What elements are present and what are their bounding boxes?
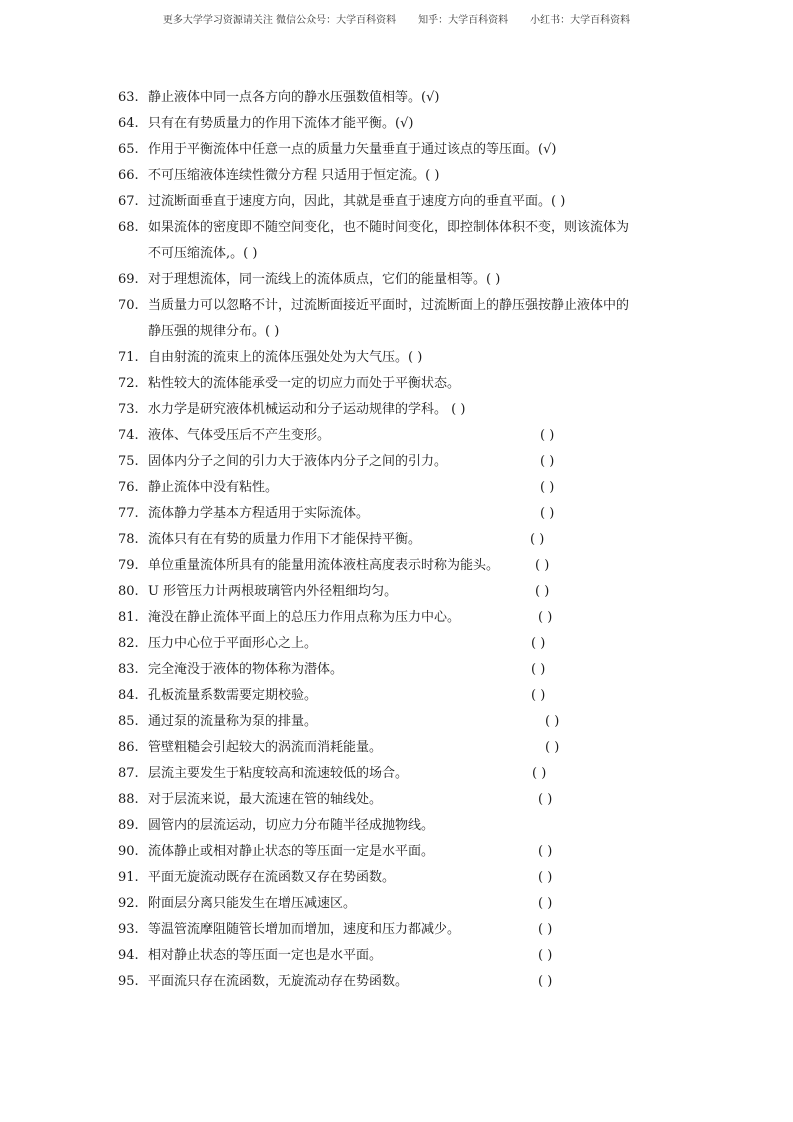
question-number: 66. xyxy=(118,168,139,183)
question-text: 对于层流来说，最大流速在管的轴线处。 xyxy=(148,792,383,807)
answer-blank: ( ) xyxy=(545,714,560,729)
question-item xyxy=(118,85,698,111)
question-number: 89. xyxy=(118,818,139,833)
question-text: 压力中心位于平面形心之上。 xyxy=(148,636,318,651)
question-text: U 形管压力计两根玻璃管内外径粗细均匀。 xyxy=(148,584,398,599)
answer-blank: ( ) xyxy=(535,584,550,599)
question-number: 82. xyxy=(118,636,139,651)
question-number: 80. xyxy=(118,584,139,599)
question-number: 95. xyxy=(118,974,139,989)
question-item xyxy=(118,891,698,917)
question-text: 流体静力学基本方程适用于实际流体。 xyxy=(148,506,370,521)
question-item xyxy=(118,943,698,969)
question-text: 孔板流量系数需要定期校验。 xyxy=(148,688,318,703)
question-text: 流体只有在有势的质量力作用下才能保持平衡。 xyxy=(148,532,422,547)
question-item xyxy=(118,527,698,553)
answer-blank: ( ) xyxy=(535,558,550,573)
question-text: 粘性较大的流体能承受一定的切应力而处于平衡状态。 xyxy=(148,376,461,391)
question-number: 74. xyxy=(118,428,139,443)
answer-blank: ( ) xyxy=(540,454,555,469)
question-text: 固体内分子之间的引力大于液体内分子之间的引力。 xyxy=(148,454,448,469)
question-item xyxy=(118,137,698,163)
question-text: 管壁粗糙会引起较大的涡流而消耗能量。 xyxy=(148,740,383,755)
question-number: 64. xyxy=(118,116,139,131)
question-item xyxy=(118,683,698,709)
question-number: 93. xyxy=(118,922,139,937)
question-number: 85. xyxy=(118,714,139,729)
question-text: 单位重量流体所具有的能量用流体液柱高度表示时称为能头。 xyxy=(148,558,500,573)
question-number: 71. xyxy=(118,350,139,365)
question-number: 65. xyxy=(118,142,139,157)
header-wechat: 更多大学学习资源请关注 微信公众号：大学百科资料 xyxy=(162,15,397,26)
question-item xyxy=(118,449,698,475)
question-item xyxy=(118,423,698,449)
question-item xyxy=(118,917,698,943)
answer-blank: ( ) xyxy=(531,636,546,651)
question-item xyxy=(118,371,698,397)
question-text: 淹没在静止流体平面上的总压力作用点称为压力中心。 xyxy=(148,610,461,625)
answer-blank: ( ) xyxy=(538,792,553,807)
question-item xyxy=(118,813,698,839)
question-text: 圆管内的层流运动，切应力分布随半径成抛物线。 xyxy=(148,818,435,833)
question-number: 72. xyxy=(118,376,139,391)
question-item xyxy=(118,735,698,761)
question-item xyxy=(118,709,698,735)
question-item xyxy=(118,397,698,423)
question-number: 78. xyxy=(118,532,139,547)
answer-blank: ( ) xyxy=(530,532,545,547)
question-item xyxy=(118,267,698,293)
question-text: 作用于平衡流体中任意一点的质量力矢量垂直于通过该点的等压面。(√) xyxy=(148,142,557,157)
question-text: 相对静止状态的等压面一定也是水平面。 xyxy=(148,948,383,963)
question-text: 流体静止或相对静止状态的等压面一定是水平面。 xyxy=(148,844,435,859)
answer-blank: ( ) xyxy=(540,480,555,495)
answer-blank: ( ) xyxy=(532,766,547,781)
question-text: 静止流体中没有粘性。 xyxy=(148,480,279,495)
question-text-continued: 不可压缩流体,。( ) xyxy=(148,246,258,261)
question-text: 只有在有势质量力的作用下流体才能平衡。(√) xyxy=(148,116,414,131)
question-number: 92. xyxy=(118,896,139,911)
question-item xyxy=(118,865,698,891)
question-text: 附面层分离只能发生在增压减速区。 xyxy=(148,896,357,911)
question-text: 层流主要发生于粘度较高和流速较低的场合。 xyxy=(148,766,409,781)
question-item xyxy=(118,839,698,865)
answer-blank: ( ) xyxy=(531,662,546,677)
question-text: 平面流只存在流函数，无旋流动存在势函数。 xyxy=(148,974,409,989)
answer-blank: ( ) xyxy=(538,844,553,859)
answer-blank: ( ) xyxy=(538,896,553,911)
question-number: 90. xyxy=(118,844,139,859)
question-text: 当质量力可以忽略不计，过流断面接近平面时，过流断面上的静压强按静止液体中的 xyxy=(148,298,630,313)
question-number: 86. xyxy=(118,740,139,755)
question-text: 液体、气体受压后不产生变形。 xyxy=(148,428,331,443)
question-text: 水力学是研究液体机械运动和分子运动规律的学科。 ( ) xyxy=(148,402,466,417)
answer-blank: ( ) xyxy=(538,870,553,885)
question-text: 等温管流摩阻随管长增加而增加，速度和压力都减少。 xyxy=(148,922,461,937)
question-number: 69. xyxy=(118,272,139,287)
question-item xyxy=(118,501,698,527)
question-number: 70. xyxy=(118,298,139,313)
question-item xyxy=(118,189,698,215)
question-text: 平面无旋流动既存在流函数又存在势函数。 xyxy=(148,870,396,885)
question-text: 过流断面垂直于速度方向，因此，其就是垂直于速度方向的垂直平面。( ) xyxy=(148,194,566,209)
question-text: 自由射流的流束上的流体压强处处为大气压。( ) xyxy=(148,350,423,365)
answer-blank: ( ) xyxy=(538,922,553,937)
question-list xyxy=(118,85,698,995)
question-text-continued: 静压强的规律分布。( ) xyxy=(148,324,280,339)
answer-blank: ( ) xyxy=(531,688,546,703)
question-item xyxy=(118,163,698,189)
question-number: 67. xyxy=(118,194,139,209)
answer-blank: ( ) xyxy=(538,974,553,989)
question-item xyxy=(118,787,698,813)
question-item xyxy=(118,969,698,995)
question-number: 68. xyxy=(118,220,139,235)
question-item xyxy=(118,657,698,683)
question-number: 83. xyxy=(118,662,139,677)
page-header xyxy=(0,11,793,26)
answer-blank: ( ) xyxy=(538,948,553,963)
question-number: 76. xyxy=(118,480,139,495)
question-item xyxy=(118,761,698,787)
question-item xyxy=(118,579,698,605)
question-item xyxy=(118,345,698,371)
question-number: 77. xyxy=(118,506,139,521)
answer-blank: ( ) xyxy=(538,610,553,625)
question-number: 63. xyxy=(118,90,139,105)
question-number: 79. xyxy=(118,558,139,573)
answer-blank: ( ) xyxy=(540,506,555,521)
question-text: 通过泵的流量称为泵的排量。 xyxy=(148,714,318,729)
question-item xyxy=(118,215,698,267)
question-item xyxy=(118,111,698,137)
answer-blank: ( ) xyxy=(540,428,555,443)
question-number: 73. xyxy=(118,402,139,417)
question-number: 88. xyxy=(118,792,139,807)
question-number: 84. xyxy=(118,688,139,703)
question-number: 75. xyxy=(118,454,139,469)
question-number: 81. xyxy=(118,610,139,625)
question-text: 完全淹没于液体的物体称为潜体。 xyxy=(148,662,344,677)
question-number: 91. xyxy=(118,870,139,885)
header-xiaohongshu: 小红书：大学百科资料 xyxy=(530,15,631,26)
question-number: 94. xyxy=(118,948,139,963)
answer-blank: ( ) xyxy=(545,740,560,755)
question-item xyxy=(118,631,698,657)
question-text: 不可压缩液体连续性微分方程 只适用于恒定流。( ) xyxy=(148,168,440,183)
question-text: 对于理想流体，同一流线上的流体质点，它们的能量相等。( ) xyxy=(148,272,501,287)
question-number: 87. xyxy=(118,766,139,781)
question-item xyxy=(118,475,698,501)
question-item xyxy=(118,553,698,579)
question-item xyxy=(118,605,698,631)
question-item xyxy=(118,293,698,345)
question-text: 如果流体的密度即不随空间变化，也不随时间变化，即控制体体积不变，则该流体为 xyxy=(148,220,630,235)
header-zhihu: 知乎：大学百科资料 xyxy=(418,15,509,26)
question-text: 静止液体中同一点各方向的静水压强数值相等。(√) xyxy=(148,90,440,105)
